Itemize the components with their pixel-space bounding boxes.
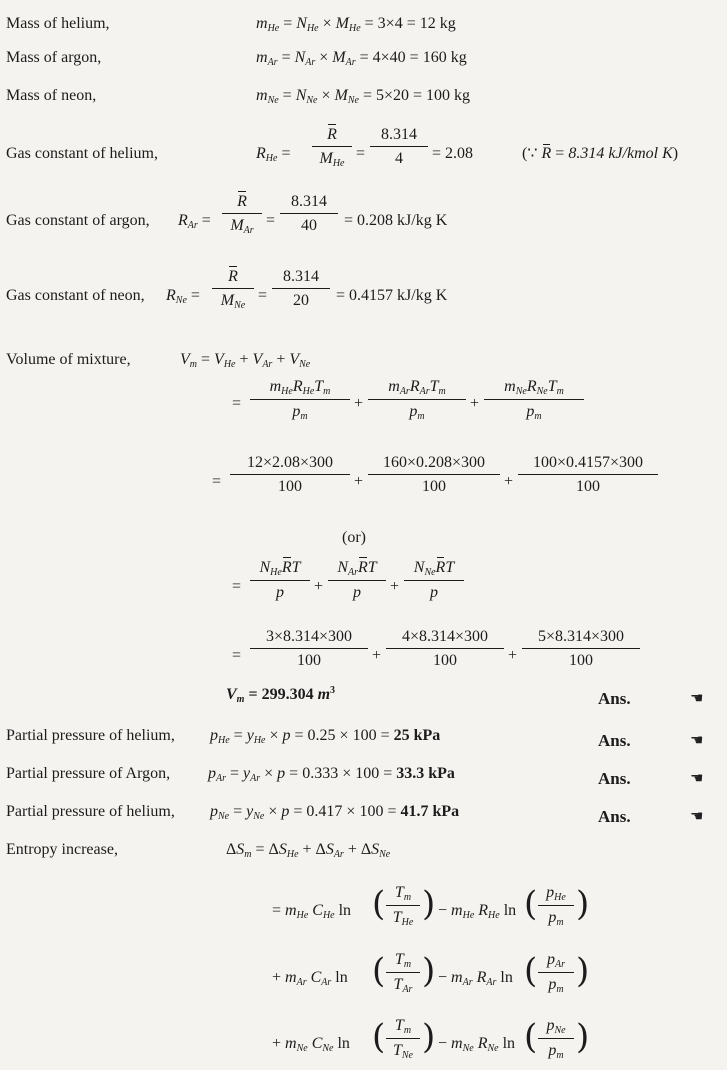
textbook-page: Mass of helium, $m_{He} = N_{He} \times M_{He} = 3\times 4 = 12$ kg Mass of argon, $m_{Ar} = N_{Ar} \times M_{Ar} = 4\times 40 = 160$ kg Mass of neon, $m_{Ne} = N_{Ne} \times M_{Ne} = 5\times 20 = 100$ kg Gas constant of helium, $R_{He}$ = R $M_{He}$ = 8.314 4 = 2.08 (∵ R = 8.314 kJ/kmol K) Gas constant of argon, $R_{Ar}$ = R $M_{Ar}$ = 8.314 40 = 0.208 kJ/kg K Gas constant of neon, $R_{Ne}$ = R $M_{Ne}$ = 8.314 20 = 0.4157 kJ/kg K Volume of mixture, $V_m = V_{He} + V_{Ar} + V_{Ne}$ = $m_{He}R_{He}T_m$ $p_m$ + $m_{Ar}R_{Ar}T_m$ $p_m$ + $m_{Ne}R_{Ne}T_m$ $p_m$ = 12×2.08×300 100 + 160×0.208×300 100 + 100×0.4157×300 100 (or) = $N_{He}RT$ p + $N_{Ar}RT$ p + $N_{Ne}RT$ p = 3×8.314×300 100 + 4×8.314×300 100 + 5×8.314×300 100 $V_m = 299.304$ $m^3$ Ans. ☚ Partial pressure of helium, $p_{He} = y_{He} \times p = 0.25 \times 100 = 25$ kPa Ans. ☚ Partial pressure of Argon, $p_{Ar} = y_{Ar} \times p = 0.333 \times 100 = 33.3$ kPa Ans. ☚ Partial pressure of helium, $p_{Ne} = y_{Ne} \times p = 0.417 \times 100 = 41.7$ kPa Ans. ☚ Entropy increase, $\Delta S_m = \Delta S_{He} + \Delta S_{Ar} + \Delta S_{Ne}$ = $m_{He}$ $C_{He}$ ln ( $T_m$ $T_{He}$ ) − $m_{He}$ $R_{He}$ ln ( $p_{He}$ $p_m$ ) + $m_{Ar}$ $C_{Ar}$ ln ( $T_m$ $T_{Ar}$ ) − $m_{Ar}$ $R_{Ar}$ ln ( $p_{Ar}$ $p_m$ ) + $m_{Ne}$ $C_{Ne}$ ln ( $T_m$ $T_{Ne}$ ) − $m_{Ne}$ $R_{Ne}$ ln ( $p_{Ne}$ $p_m$ ) [6,15,704,1061]
eq-volume-result: $V_m = 299.304$ $m^3$ [226,685,336,705]
frac-rbar-over-mhe: R $M_{He}$ [312,126,352,169]
frac-phe-over-pm: $p_{He}$ $p_m$ [538,884,574,928]
pointing-hand-icon: ☚ [690,733,704,749]
eq-r-argon-lhs: $R_{Ar}$ = [178,212,211,231]
frac-8314-over-20: 8.314 20 [272,268,330,310]
label-mass-argon: Mass of argon, [6,49,102,66]
frac-volume-he-symbolic: $m_{He}R_{He}T_m$ $p_m$ [250,378,350,422]
eq-pp-neon: $p_{Ne} = y_{Ne} \times p = 0.417 \times 100 = 41.7$ kPa [210,803,460,822]
or-text: (or) [342,529,366,546]
eq-entropy-sum: $\Delta S_m = \Delta S_{He} + \Delta S_{Ar} + \Delta S_{Ne}$ [226,841,391,860]
eq-mass-argon: $m_{Ar} = N_{Ar} \times M_{Ar} = 4\times 40 = 160$ kg [256,49,467,68]
frac-volume-ne-symbolic: $m_{Ne}R_{Ne}T_m$ $p_m$ [484,378,584,422]
frac-tm-over-tne: $T_m$ $T_{Ne}$ [386,1017,420,1061]
frac-volume-he-numeric: 12×2.08×300 100 [230,454,350,496]
ans-label-pp-neon: Ans. [598,807,631,826]
label-gas-constant-neon: Gas constant of neon, [6,287,145,304]
eq-mass-neon: $m_{Ne} = N_{Ne} \times M_{Ne} = 5\times 20 = 100$ kg [256,87,471,106]
frac-rbar-over-mne: R $M_{Ne}$ [212,268,254,311]
label-entropy-increase: Entropy increase, [6,841,118,858]
value-mass-argon: 4×40 = 160 kg [372,49,467,66]
entropy-ne-lhs: + $m_{Ne}$ $C_{Ne}$ ln [272,1035,350,1054]
eq-mass-helium: $m_{He} = N_{He} \times M_{He} = 3\times 4 = 12$ kg [256,15,456,34]
frac-volume-he-molar-numeric: 3×8.314×300 100 [250,628,368,670]
label-partial-pressure-neon: Partial pressure of helium, [6,803,175,820]
value-mass-helium: 3×4 = 12 kg [377,15,456,32]
frac-volume-ar-symbolic: $m_{Ar}R_{Ar}T_m$ $p_m$ [368,378,466,422]
pointing-hand-icon: ☚ [690,771,704,787]
frac-8314-over-40: 8.314 40 [280,193,338,235]
label-gas-constant-helium: Gas constant of helium, [6,145,158,162]
eq-r-neon-lhs: $R_{Ne}$ = [166,287,200,306]
label-mass-neon: Mass of neon, [6,87,97,104]
ans-label-pp-argon: Ans. [598,769,631,788]
value-r-argon: = 0.208 kJ/kg K [344,212,448,229]
entropy-he-lhs: = $m_{He}$ $C_{He}$ ln [272,902,352,921]
frac-volume-ne-numeric: 100×0.4157×300 100 [518,454,658,496]
label-mass-helium: Mass of helium, [6,15,110,32]
frac-volume-ar-molar-numeric: 4×8.314×300 100 [386,628,504,670]
pointing-hand-icon: ☚ [690,691,704,707]
frac-pne-over-pm: $p_{Ne}$ $p_m$ [538,1017,574,1061]
frac-8314-over-4: 8.314 4 [370,126,428,168]
eq-r-helium-lhs: $R_{He}$ = [256,145,291,164]
label-partial-pressure-helium: Partial pressure of helium, [6,727,175,744]
value-r-helium: = 2.08 [432,145,474,162]
frac-par-over-pm: $p_{Ar}$ $p_m$ [538,951,574,995]
ans-label-pp-helium: Ans. [598,731,631,750]
frac-rbar-over-mar: R $M_{Ar}$ [222,193,262,236]
frac-volume-ar-numeric: 160×0.208×300 100 [368,454,500,496]
eq-pp-argon: $p_{Ar} = y_{Ar} \times p = 0.333 \times 100 = 33.3$ kPa [208,765,455,784]
eq-pp-helium: $p_{He} = y_{He} \times p = 0.25 \times 100 = 25$ kPa [210,727,441,746]
label-partial-pressure-argon: Partial pressure of Argon, [6,765,171,782]
label-gas-constant-argon: Gas constant of argon, [6,212,150,229]
frac-volume-ne-molar: $N_{Ne}RT$ p [404,559,464,602]
frac-volume-ar-molar: $N_{Ar}RT$ p [328,559,386,602]
frac-tm-over-tar: $T_m$ $T_{Ar}$ [386,951,420,995]
eq-volume-sum: $V_m = V_{He} + V_{Ar} + V_{Ne}$ [180,351,311,370]
entropy-ar-lhs: + $m_{Ar}$ $C_{Ar}$ ln [272,969,348,988]
ans-label-volume: Ans. [598,689,631,708]
frac-tm-over-the: $T_m$ $T_{He}$ [386,884,420,928]
pointing-hand-icon: ☚ [690,809,704,825]
frac-volume-he-molar: $N_{He}RT$ p [250,559,310,602]
frac-volume-ne-molar-numeric: 5×8.314×300 100 [522,628,640,670]
note-rbar: (∵ R = 8.314 kJ/kmol K) [522,145,679,162]
value-r-neon: = 0.4157 kJ/kg K [336,287,448,304]
label-volume-mixture: Volume of mixture, [6,351,131,368]
value-mass-neon: 5×20 = 100 kg [375,87,471,104]
